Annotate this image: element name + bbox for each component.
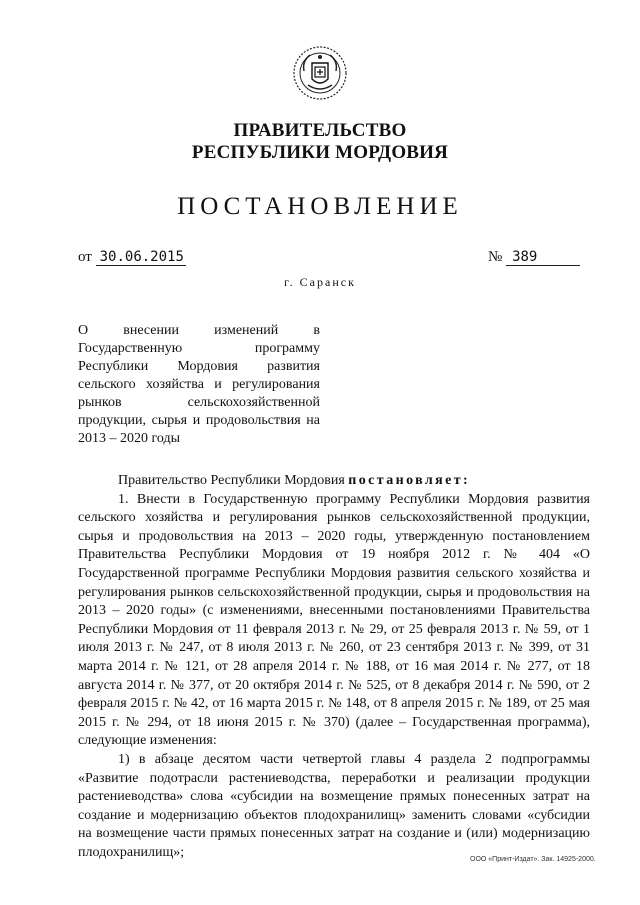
printer-footer: ООО «Принт-Издат». Зак. 14925-2000. [470,856,596,863]
number-value: 389 [506,249,580,266]
government-title-line1: ПРАВИТЕЛЬСТВО [233,120,407,141]
number-prefix: № [488,249,503,265]
coat-of-arms-icon [292,45,348,101]
city-label: г. Саранск [284,275,356,289]
lead-text: Правительство Республики Мордовия [118,473,345,488]
paragraph-1: 1. Внести в Государственную программу Республики Мордовия развития сельского хозяйства и регулирования рынков сельскохозяйственной продукции, сырья и продовольствия на 2013 – 2020 годы, утвержденную постановлением Правительства Республики Мордовия от 19 ноября 2012 г. № 404 «О Государственной программе Республики Мордовия развития сельского хозяйства и регулирования рынков сельскохозяйственной продукции, сырья и продовольствия на 2013 – 2020 годы» (с изменениями, внесенными постановлениями Правительства Республики Мордовия от 11 февраля 2013 г. № 29, от 25 февраля 2013 г. № 59, от 1 июля 2013 г. № 247, от 8 июля 2013 г. № 260, от 23 сентября 2013 г. № 399, от 31 марта 2014 г. № 121, от 28 апреля 2014 г. № 188, от 16 мая 2014 г. № 277, от 18 августа 2014 г. № 377, от 20 октября 2014 г. № 525, от 8 декабря 2014 г. № 590, от 2 февраля 2015 г. № 42, от 16 марта 2015 г. № 148, от 8 апреля 2015 г. № 189, от 25 мая 2015 г. № 294, от 18 июня 2015 г. № 370) (далее – Государственная программа), следующие изменения: [78,491,590,749]
date-prefix: от [78,249,92,265]
decree-word: постановляет: [348,473,471,488]
document-number [488,249,580,266]
document-subject: О внесении изменений в Государственную программу Республики Мордовия развития сельского хозяйства и регулирования рынков сельскохозяйственной продукции, сырья и продовольствия на 2013 – 2020 годы [78,323,320,446]
document-date [78,249,186,266]
document-type: ПОСТАНОВЛЕНИЕ [177,193,463,220]
lead-paragraph [78,472,590,491]
date-value: 30.06.2015 [96,249,186,266]
paragraph-2: 1) в абзаце десятом части четвертой главы 4 раздела 2 подпрограммы «Развитие подотрасли растениеводства, переработки и реализации продукции растениеводства» слова «субсидии на возмещение прямых понесенных затрат на создание и модернизацию объектов плодохранилищ» заменить словами «субсидии на возмещение части прямых понесенных затрат на создание и (или) модернизацию плодохранилищ»; [78,751,590,860]
government-title-line2: РЕСПУБЛИКИ МОРДОВИЯ [191,142,449,163]
document-body [78,472,590,862]
